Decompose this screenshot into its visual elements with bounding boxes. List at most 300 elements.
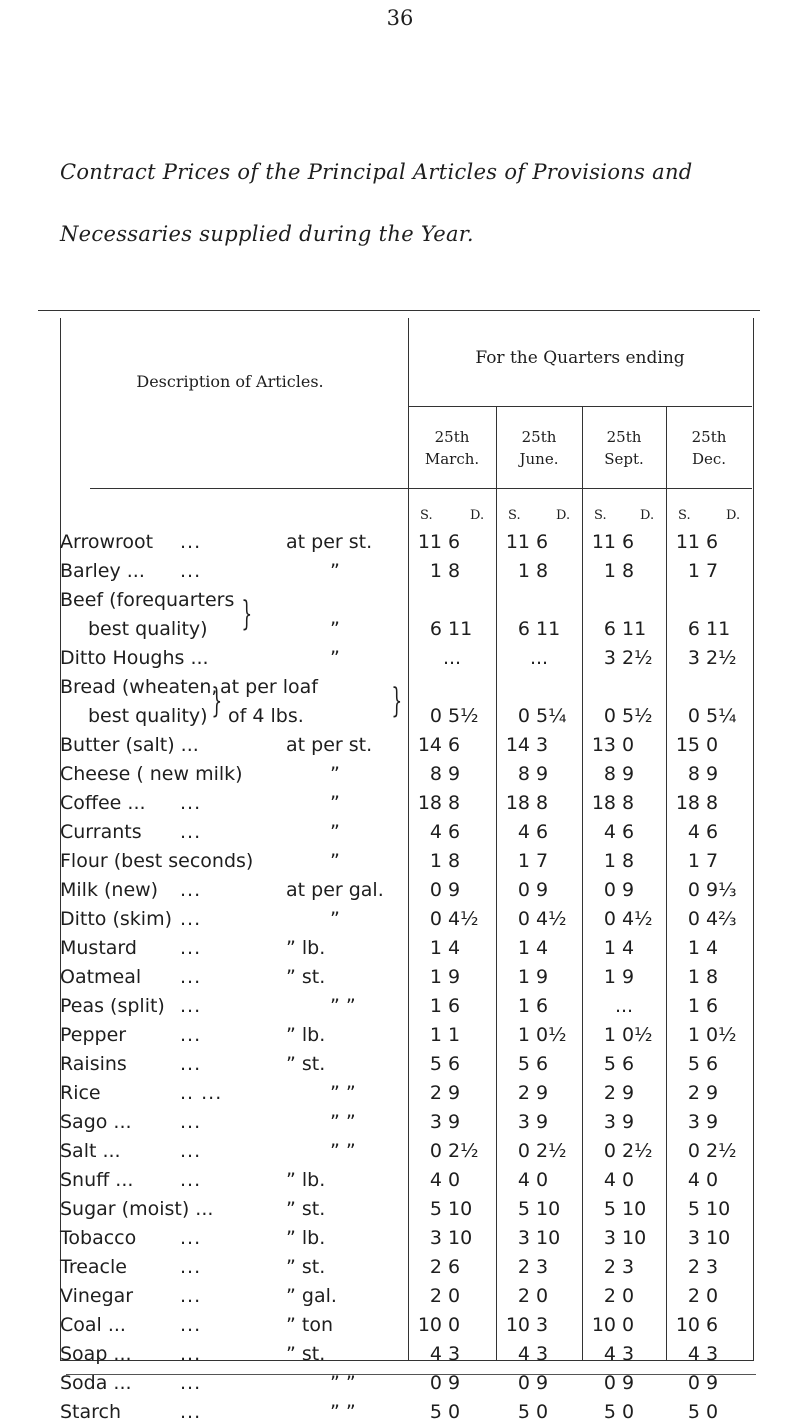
price-shillings: 1	[517, 850, 530, 872]
price-shillings: 2	[517, 1285, 530, 1307]
price-pence: 6	[706, 531, 719, 553]
price-shillings: 0	[687, 1140, 700, 1162]
description-header: Description of Articles.	[136, 372, 324, 391]
price-shillings: 2	[517, 1256, 530, 1278]
leader-dots: ...	[180, 560, 202, 582]
price-pence: 9	[536, 966, 549, 988]
header-bottom-rule	[90, 488, 752, 489]
price-shillings: 2	[687, 1256, 700, 1278]
article-name: Beef (forequarters	[60, 589, 235, 611]
price-pence: 6	[448, 821, 461, 843]
price-pence: 5½	[448, 705, 479, 727]
unit-of-measure: at per st.	[286, 734, 373, 756]
price-pence: 2½	[706, 1140, 737, 1162]
price-shillings: 1	[429, 995, 442, 1017]
price-shillings: 6	[603, 618, 616, 640]
leader-dots: ...	[180, 1343, 202, 1365]
leader-dots: ...	[180, 1285, 202, 1307]
leader-dots: ...	[180, 1140, 202, 1162]
price-shillings: 0	[603, 1140, 616, 1162]
quarters-header-rule	[408, 406, 752, 407]
article-name: Cheese ( new milk)	[60, 763, 243, 785]
article-name: Raisins	[60, 1053, 127, 1075]
price-pence: 9	[706, 763, 719, 785]
table-row	[0, 1137, 800, 1166]
article-name: Currants	[60, 821, 142, 843]
table-row	[0, 673, 800, 731]
leader-dots: ...	[180, 1053, 202, 1075]
price-pence: 8	[536, 560, 549, 582]
article-name: Soap ...	[60, 1343, 132, 1365]
price-pence: 0	[706, 734, 719, 756]
price-pence: 10	[706, 1198, 731, 1220]
price-pence: 3	[536, 1256, 549, 1278]
price-shillings: 0	[517, 1372, 530, 1394]
unit-of-measure: ” ”	[330, 1401, 356, 1423]
price-pence: 6	[622, 1053, 635, 1075]
unit-of-measure: ” st.	[286, 966, 326, 988]
leader-dots: .. ...	[180, 1082, 223, 1104]
table-row	[0, 1311, 800, 1340]
price-pence: 4½	[536, 908, 567, 930]
price-shillings: 3	[603, 647, 616, 669]
price-pence: 6	[448, 995, 461, 1017]
price-pence: 0	[622, 1314, 635, 1336]
price-shillings: 1	[687, 560, 700, 582]
price-shillings: 1	[687, 995, 700, 1017]
price-shillings: ...	[614, 995, 634, 1017]
table-row	[0, 1398, 800, 1427]
price-pence: 9	[536, 1372, 549, 1394]
price-pence: 9	[448, 763, 461, 785]
unit-of-measure: ”	[330, 763, 340, 785]
price-pence: 6	[536, 995, 549, 1017]
unit-of-measure: ”	[330, 821, 340, 843]
price-pence: 9	[622, 1111, 635, 1133]
pence-label: D.	[726, 508, 741, 523]
price-shillings: 0	[429, 1140, 442, 1162]
unit-of-measure: ” st.	[286, 1198, 326, 1220]
price-pence: 10	[536, 1227, 561, 1249]
price-pence: 7	[706, 850, 719, 872]
price-shillings: 4	[687, 1169, 700, 1191]
price-shillings: 0	[517, 1140, 530, 1162]
price-pence: 8	[448, 792, 461, 814]
price-shillings: 1	[429, 850, 442, 872]
price-shillings: ...	[529, 647, 549, 669]
price-shillings: 0	[517, 879, 530, 901]
price-pence: 7	[706, 560, 719, 582]
price-shillings: 2	[603, 1082, 616, 1104]
table-title-line-1: Contract Prices of the Principal Articles of Provisions and	[60, 160, 693, 184]
article-name: Ditto (skim)	[60, 908, 172, 930]
price-shillings: 4	[517, 1169, 530, 1191]
price-pence: 0	[448, 1169, 461, 1191]
unit-of-measure: ” gal.	[286, 1285, 337, 1307]
price-shillings: 1	[687, 937, 700, 959]
article-name-continued: best quality)	[88, 618, 208, 640]
leader-dots: ...	[180, 821, 202, 843]
price-pence: 2½	[706, 647, 737, 669]
price-shillings: 8	[603, 763, 616, 785]
pence-label: D.	[640, 508, 655, 523]
price-shillings: 1	[603, 966, 616, 988]
leader-dots: ...	[180, 908, 202, 930]
price-shillings: 1	[687, 1024, 700, 1046]
price-shillings: 3	[603, 1227, 616, 1249]
price-shillings: 1	[603, 560, 616, 582]
price-shillings: 3	[687, 1227, 700, 1249]
price-pence: 8	[448, 560, 461, 582]
price-shillings: 18	[675, 792, 700, 814]
price-pence: 9	[536, 879, 549, 901]
price-pence: 6	[622, 821, 635, 843]
price-shillings: 1	[687, 850, 700, 872]
price-pence: 4	[706, 937, 719, 959]
article-name: Sago ...	[60, 1111, 132, 1133]
table-row	[0, 528, 800, 557]
price-shillings: 2	[603, 1285, 616, 1307]
price-pence: 8	[706, 966, 719, 988]
price-shillings: 8	[429, 763, 442, 785]
price-shillings: 1	[429, 560, 442, 582]
price-shillings: 11	[675, 531, 700, 553]
unit-of-measure: ”	[330, 792, 340, 814]
price-shillings: 10	[591, 1314, 616, 1336]
article-qualifier-continued: of 4 lbs.	[228, 705, 304, 727]
price-pence: 3	[536, 1314, 549, 1336]
price-pence: 9	[706, 1082, 719, 1104]
quarter-month: March.	[424, 450, 480, 468]
article-name: Pepper	[60, 1024, 127, 1046]
price-pence: 9	[448, 1372, 461, 1394]
price-shillings: 0	[429, 1372, 442, 1394]
price-shillings: 4	[429, 821, 442, 843]
article-name: Tobacco	[60, 1227, 137, 1249]
price-pence: 2½	[536, 1140, 567, 1162]
quarter-header-march	[408, 426, 496, 470]
price-pence: 8	[706, 792, 719, 814]
article-name: Starch	[60, 1401, 122, 1423]
price-pence: 9	[448, 879, 461, 901]
article-name: Mustard	[60, 937, 137, 959]
price-shillings: 11	[591, 531, 616, 553]
price-pence: 4⅔	[706, 908, 737, 930]
pence-label: D.	[556, 508, 571, 523]
shillings-label: S.	[678, 508, 691, 523]
table-row	[0, 934, 800, 963]
leader-dots: ...	[180, 531, 202, 553]
price-shillings: 4	[517, 1343, 530, 1365]
price-shillings: 6	[687, 618, 700, 640]
price-pence: 9	[536, 763, 549, 785]
price-shillings: 1	[603, 1024, 616, 1046]
price-pence: 11	[706, 618, 731, 640]
table-row	[0, 847, 800, 876]
table-row	[0, 731, 800, 760]
price-pence: 9	[622, 1082, 635, 1104]
price-shillings: 5	[687, 1053, 700, 1075]
price-pence: 0½	[706, 1024, 737, 1046]
price-shillings: 2	[687, 1285, 700, 1307]
price-pence: 9	[622, 879, 635, 901]
quarter-header-june	[496, 426, 582, 470]
unit-of-measure: ” ”	[330, 1082, 356, 1104]
price-pence: 9	[706, 1372, 719, 1394]
article-name: Treacle	[60, 1256, 127, 1278]
price-shillings: 5	[687, 1198, 700, 1220]
price-shillings: 0	[429, 908, 442, 930]
price-pence: 8	[622, 850, 635, 872]
price-shillings: 3	[687, 647, 700, 669]
price-pence: 8	[622, 560, 635, 582]
table-row	[0, 1282, 800, 1311]
unit-of-measure: ” st.	[286, 1343, 326, 1365]
price-shillings: 5	[603, 1053, 616, 1075]
price-pence: 4½	[448, 908, 479, 930]
brace-mark: }	[211, 681, 223, 721]
price-shillings: 10	[505, 1314, 530, 1336]
table-row	[0, 876, 800, 905]
table-row	[0, 963, 800, 992]
price-pence: 11	[622, 618, 647, 640]
price-pence: 0½	[536, 1024, 567, 1046]
price-pence: 6	[448, 734, 461, 756]
price-pence: 4½	[622, 908, 653, 930]
price-shillings: 5	[603, 1198, 616, 1220]
unit-of-measure: ” ”	[330, 995, 356, 1017]
leader-dots: ...	[180, 1227, 202, 1249]
article-name: Salt ...	[60, 1140, 121, 1162]
price-shillings: 0	[603, 908, 616, 930]
price-pence: 0	[448, 1401, 461, 1423]
quarter-day: 25th	[434, 428, 470, 446]
article-name: Vinegar	[60, 1285, 134, 1307]
price-pence: 6	[536, 1053, 549, 1075]
price-pence: 0	[706, 1285, 719, 1307]
price-pence: 0	[706, 1169, 719, 1191]
unit-of-measure: ”	[330, 850, 340, 872]
price-shillings: 1	[603, 850, 616, 872]
price-shillings: 4	[603, 1343, 616, 1365]
leader-dots: ...	[180, 1401, 202, 1423]
unit-of-measure: ”	[330, 908, 340, 930]
unit-of-measure: ” lb.	[286, 937, 326, 959]
price-pence: 0	[448, 1285, 461, 1307]
leader-dots: ...	[180, 1256, 202, 1278]
quarters-header: For the Quarters ending	[475, 348, 685, 368]
price-pence: 3	[536, 734, 549, 756]
table-row	[0, 557, 800, 586]
article-name: Milk (new)	[60, 879, 159, 901]
price-shillings: 4	[603, 821, 616, 843]
table-row	[0, 1253, 800, 1282]
price-pence: 0	[536, 1169, 549, 1191]
quarter-month: Dec.	[691, 450, 727, 468]
price-shillings: 5	[517, 1401, 530, 1423]
price-pence: 3	[448, 1343, 461, 1365]
bottom-rule	[66, 1374, 756, 1375]
shillings-label: S.	[594, 508, 607, 523]
price-pence: 9	[448, 1082, 461, 1104]
price-pence: 9	[706, 1111, 719, 1133]
price-shillings: 1	[517, 560, 530, 582]
price-pence: 10	[448, 1198, 473, 1220]
table-row	[0, 760, 800, 789]
price-shillings: 5	[429, 1198, 442, 1220]
price-shillings: 1	[429, 1024, 442, 1046]
quarter-header-sept	[582, 426, 666, 470]
table-title-line-2: Necessaries supplied during the Year.	[60, 222, 474, 246]
leader-dots: ...	[180, 1372, 202, 1394]
quarter-day: 25th	[606, 428, 642, 446]
price-shillings: 3	[687, 1111, 700, 1133]
price-pence: 0	[536, 1285, 549, 1307]
price-shillings: 3	[429, 1227, 442, 1249]
price-pence: 11	[536, 618, 561, 640]
price-shillings: 3	[603, 1111, 616, 1133]
price-shillings: 5	[517, 1198, 530, 1220]
article-name-continued: best quality)	[88, 705, 208, 727]
leader-dots: ...	[180, 879, 202, 901]
price-shillings: 11	[505, 531, 530, 553]
price-pence: 3	[622, 1256, 635, 1278]
table-row	[0, 789, 800, 818]
leader-dots: ...	[180, 792, 202, 814]
table-row	[0, 644, 800, 673]
price-shillings: 4	[429, 1343, 442, 1365]
unit-of-measure: ” ”	[330, 1372, 356, 1394]
unit-of-measure: ” lb.	[286, 1227, 326, 1249]
price-shillings: 6	[429, 618, 442, 640]
price-shillings: 5	[429, 1401, 442, 1423]
price-shillings: 4	[603, 1169, 616, 1191]
price-shillings: 2	[687, 1082, 700, 1104]
price-shillings: 1	[517, 995, 530, 1017]
quarter-month: June.	[519, 450, 559, 468]
price-shillings: 2	[429, 1082, 442, 1104]
price-shillings: 18	[417, 792, 442, 814]
article-name: Oatmeal	[60, 966, 142, 988]
price-shillings: 8	[517, 763, 530, 785]
price-shillings: 0	[517, 705, 530, 727]
price-pence: 9	[536, 1111, 549, 1133]
price-shillings: 18	[505, 792, 530, 814]
price-pence: 5¼	[706, 705, 737, 727]
article-name: Soda ...	[60, 1372, 132, 1394]
price-pence: 4	[448, 937, 461, 959]
article-name: Butter (salt) ...	[60, 734, 199, 756]
brace-mark: }	[241, 594, 253, 634]
unit-of-measure: ”	[330, 560, 340, 582]
price-pence: 5½	[622, 705, 653, 727]
price-pence: 0	[448, 1314, 461, 1336]
price-pence: 0	[622, 1401, 635, 1423]
price-pence: 4	[536, 937, 549, 959]
quarter-day: 25th	[691, 428, 727, 446]
price-pence: 2½	[448, 1140, 479, 1162]
top-rule	[38, 310, 760, 311]
price-shillings: 1	[429, 937, 442, 959]
page-number: 36	[386, 6, 414, 30]
price-shillings: 13	[591, 734, 616, 756]
article-name: Rice	[60, 1082, 101, 1104]
unit-of-measure: ” st.	[286, 1256, 326, 1278]
price-shillings: 0	[517, 908, 530, 930]
price-pence: 2½	[622, 647, 653, 669]
unit-of-measure: at per st.	[286, 531, 373, 553]
price-pence: 9	[536, 1082, 549, 1104]
price-pence: 9	[448, 966, 461, 988]
price-pence: 9	[622, 763, 635, 785]
price-shillings: 4	[687, 821, 700, 843]
price-shillings: 4	[517, 821, 530, 843]
price-pence: 6	[536, 531, 549, 553]
table-row	[0, 992, 800, 1021]
price-shillings: 2	[429, 1285, 442, 1307]
unit-of-measure: ” lb.	[286, 1169, 326, 1191]
price-shillings: 15	[675, 734, 700, 756]
price-pence: 8	[536, 792, 549, 814]
price-pence: 8	[622, 792, 635, 814]
price-pence: 10	[622, 1198, 647, 1220]
article-name: Coffee ...	[60, 792, 146, 814]
price-pence: 6	[536, 821, 549, 843]
leader-dots: ...	[180, 937, 202, 959]
table-row	[0, 586, 800, 644]
brace-mark: }	[391, 681, 403, 721]
unit-of-measure: ” st.	[286, 1053, 326, 1075]
price-pence: 0	[622, 1285, 635, 1307]
price-pence: 0	[622, 734, 635, 756]
unit-of-measure: ” ”	[330, 1140, 356, 1162]
price-shillings: 1	[517, 937, 530, 959]
price-shillings: 0	[429, 879, 442, 901]
table-row	[0, 1108, 800, 1137]
unit-of-measure: ”	[330, 618, 340, 640]
price-shillings: 5	[603, 1401, 616, 1423]
price-pence: 5¼	[536, 705, 567, 727]
price-pence: 6	[706, 995, 719, 1017]
price-shillings: 1	[603, 937, 616, 959]
price-shillings: 18	[591, 792, 616, 814]
unit-of-measure: at per gal.	[286, 879, 384, 901]
price-pence: 3	[706, 1343, 719, 1365]
price-pence: 6	[448, 1053, 461, 1075]
price-pence: 1	[448, 1024, 461, 1046]
price-shillings: 0	[687, 879, 700, 901]
price-shillings: 0	[687, 705, 700, 727]
price-shillings: 2	[517, 1082, 530, 1104]
price-shillings: 11	[417, 531, 442, 553]
price-pence: 3	[706, 1256, 719, 1278]
price-shillings: 6	[517, 618, 530, 640]
price-shillings: 5	[517, 1053, 530, 1075]
table-row	[0, 1050, 800, 1079]
table-row	[0, 1079, 800, 1108]
table-row	[0, 905, 800, 934]
price-shillings: 1	[517, 1024, 530, 1046]
price-shillings: 1	[517, 966, 530, 988]
pence-label: D.	[470, 508, 485, 523]
price-pence: 9	[622, 1372, 635, 1394]
price-pence: 6	[448, 531, 461, 553]
price-pence: 3	[622, 1343, 635, 1365]
article-name: Flour (best seconds)	[60, 850, 254, 872]
price-pence: 4	[622, 937, 635, 959]
price-pence: 0	[706, 1401, 719, 1423]
table-row	[0, 1195, 800, 1224]
